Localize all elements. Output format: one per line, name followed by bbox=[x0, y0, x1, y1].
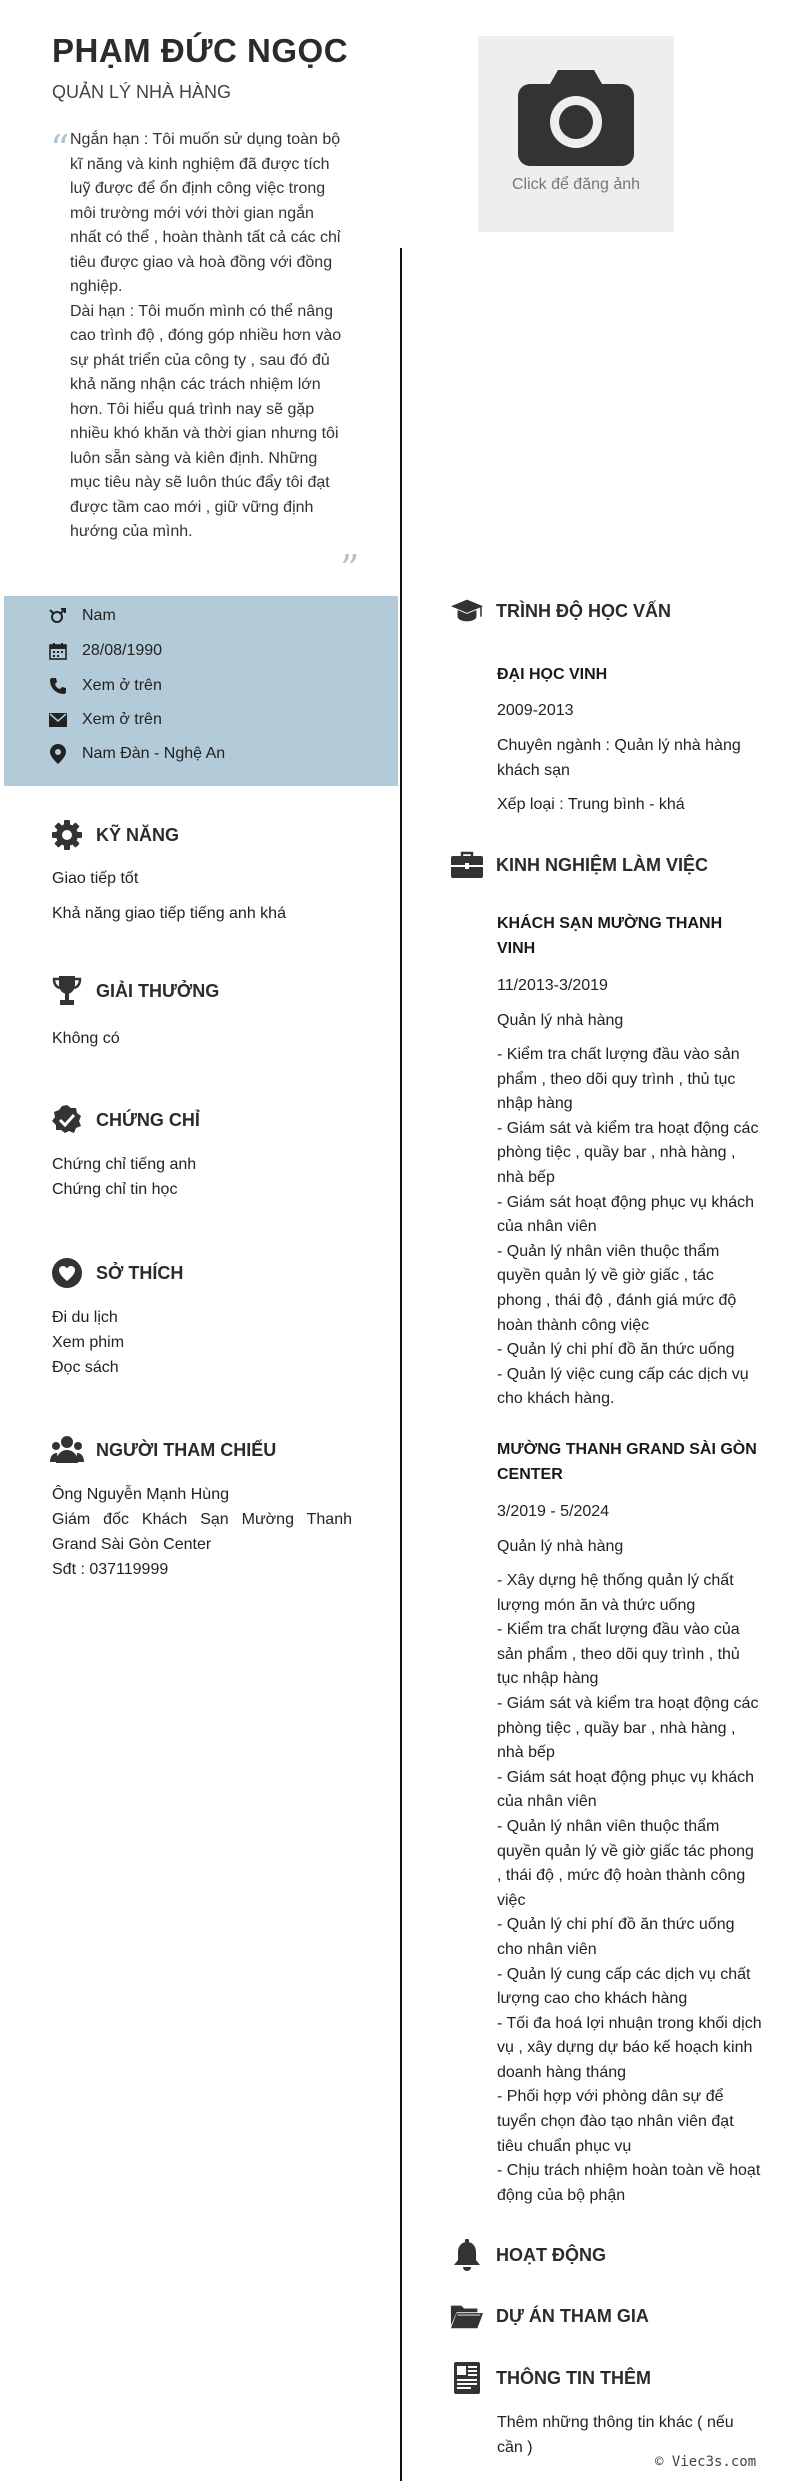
photo-caption: Click để đăng ảnh bbox=[511, 176, 641, 193]
badge-check-icon bbox=[50, 1103, 84, 1137]
education-period: 2009-2013 bbox=[497, 702, 574, 719]
reference-phone: Sđt : 037119999 bbox=[52, 1561, 169, 1578]
gender-icon bbox=[48, 606, 68, 626]
graduation-cap-icon bbox=[450, 594, 484, 628]
contact-panel bbox=[4, 596, 398, 786]
education-school: ĐẠI HỌC VINH bbox=[497, 666, 608, 683]
trophy-icon bbox=[50, 974, 84, 1008]
calendar-icon bbox=[48, 641, 68, 661]
job-company: MƯỜNG THANH GRAND SÀI GÒN CENTER bbox=[497, 1441, 757, 1483]
duty-item: - Xây dựng hệ thống quản lý chất lượng món ăn và thức uống bbox=[497, 1572, 734, 1614]
quote-open-icon: “ bbox=[50, 127, 70, 171]
section-activities: HOẠT ĐỘNG bbox=[450, 2238, 606, 2272]
job-duties bbox=[497, 1569, 762, 2208]
candidate-name: PHẠM ĐỨC NGỌC bbox=[52, 32, 349, 69]
career-objective bbox=[70, 128, 345, 545]
duty-item: - Quản lý chi phí đồ ăn thức uống cho nhân viên bbox=[497, 1916, 735, 1958]
contact-birthday: 28/08/1990 bbox=[48, 639, 162, 663]
quote-close-icon: ” bbox=[340, 547, 360, 591]
section-certificates: CHỨNG CHỈ bbox=[50, 1103, 200, 1137]
duty-item: - Quản lý việc cung cấp các dịch vụ cho khách hàng. bbox=[497, 1365, 749, 1408]
job-period: 11/2013-3/2019 bbox=[497, 977, 608, 994]
section-projects: DỰ ÁN THAM GIA bbox=[450, 2299, 649, 2333]
duty-item: - Giám sát và kiểm tra hoạt động các phòng tiệc , quầy bar , nhà hàng , nhà bếp bbox=[497, 1694, 759, 1762]
contact-gender: Nam bbox=[48, 604, 116, 628]
duty-item: - Quản lý chi phí đồ ăn thức uống bbox=[497, 1341, 735, 1359]
column-divider bbox=[400, 248, 402, 2481]
hobby-item: Đi du lịch bbox=[52, 1309, 118, 1326]
contact-address: Nam Đàn - Nghệ An bbox=[48, 742, 225, 766]
reference-name: Ông Nguyễn Mạnh Hùng bbox=[52, 1486, 229, 1503]
duty-item: - Quản lý nhân viên thuộc thẩm quyền quản lý về giờ giấc tác phong , thái độ , mức độ hoàn thành công việc bbox=[497, 1817, 754, 1909]
duty-item: - Tối đa hoá lợi nhuận trong khối dịch vụ , xây dựng dự báo kế hoạch kinh doanh hàng tháng bbox=[497, 2014, 762, 2081]
hobby-item: Đọc sách bbox=[52, 1359, 119, 1376]
watermark: © Viec3s.com bbox=[655, 2454, 757, 2470]
certificate-item: Chứng chỉ tiếng anh bbox=[52, 1156, 197, 1173]
job-period: 3/2019 - 5/2024 bbox=[497, 1503, 610, 1520]
duty-item: - Chịu trách nhiệm hoàn toàn về hoạt động của bộ phận bbox=[497, 2162, 761, 2204]
envelope-icon bbox=[48, 710, 68, 730]
heart-icon bbox=[50, 1256, 84, 1290]
certificate-item: Chứng chỉ tin học bbox=[52, 1181, 178, 1198]
section-additional-info: THÔNG TIN THÊM bbox=[450, 2361, 651, 2395]
contact-phone: Xem ở trên bbox=[48, 674, 162, 698]
section-references: NGƯỜI THAM CHIẾU bbox=[50, 1433, 276, 1467]
map-pin-icon bbox=[48, 744, 68, 764]
objective-short-term: Ngắn hạn : Tôi muốn sử dụng toàn bộ kĩ năng và kinh nghiệm đã được tích luỹ được để ổn định công việc trong môi trường mới với thời gian ngắn nhất có thể , hoàn thành tất cả các chỉ tiêu được giao và hoà đồng với đồng nghiệp. bbox=[70, 131, 341, 295]
section-awards: GIẢI THƯỞNG bbox=[50, 974, 219, 1008]
section-skills: KỸ NĂNG bbox=[50, 818, 179, 852]
contact-email: Xem ở trên bbox=[48, 708, 162, 732]
education-major: Chuyên ngành : Quản lý nhà hàng khách sạn bbox=[497, 737, 741, 779]
additional-info-text: Thêm những thông tin khác ( nếu cần ) bbox=[497, 2414, 734, 2456]
candidate-job-title: QUẢN LÝ NHÀ HÀNG bbox=[52, 82, 232, 102]
duty-item: - Quản lý cung cấp các dịch vụ chất lượng cao cho khách hàng bbox=[497, 1965, 751, 2008]
photo-upload[interactable] bbox=[478, 36, 674, 232]
job-position: Quản lý nhà hàng bbox=[497, 1538, 624, 1555]
duty-item: - Phối hợp với phòng dân sự để tuyển chọn đào tạo nhân viên đạt tiêu chuẩn phục vụ bbox=[497, 2088, 734, 2155]
duty-item: - Giám sát và kiểm tra hoạt động các phòng tiệc , quầy bar , nhà hàng , nhà bếp bbox=[497, 1119, 759, 1186]
skill-item: Khả năng giao tiếp tiếng anh khá bbox=[52, 905, 286, 922]
camera-icon bbox=[518, 64, 634, 168]
section-education: TRÌNH ĐỘ HỌC VẤN bbox=[450, 594, 671, 628]
job-company: KHÁCH SẠN MƯỜNG THANH VINH bbox=[497, 915, 723, 957]
duty-item: - Giám sát hoạt động phục vụ khách của nhân viên bbox=[497, 1768, 755, 1811]
award-item: Không có bbox=[52, 1030, 120, 1047]
duty-item: - Quản lý nhân viên thuộc thẩm quyền quản lý về giờ giấc , tác phong , thái độ , đánh giá mức độ hoàn thành công việc bbox=[497, 1242, 737, 1334]
reference-details bbox=[52, 1482, 352, 1582]
phone-icon bbox=[48, 676, 68, 696]
gear-icon bbox=[50, 818, 84, 852]
job-position: Quản lý nhà hàng bbox=[497, 1012, 624, 1029]
folder-open-icon bbox=[450, 2299, 484, 2333]
briefcase-icon bbox=[450, 848, 484, 882]
duty-item: - Kiểm tra chất lượng đầu vào sản phẩm , theo dõi quy trình , thủ tục nhập hàng bbox=[497, 1046, 740, 1113]
section-hobbies: SỞ THÍCH bbox=[50, 1256, 183, 1290]
reference-position-cont: Grand Sài Gòn Center bbox=[52, 1536, 212, 1553]
duty-item: - Giám sát hoạt động phục vụ khách của nhân viên bbox=[497, 1193, 755, 1236]
job-duties bbox=[497, 1043, 762, 1412]
duty-item: - Kiểm tra chất lượng đầu vào của sản phẩm , theo dõi quy trình , thủ tục nhập hàng bbox=[497, 1621, 740, 1688]
education-grade: Xếp loại : Trung bình - khá bbox=[497, 796, 685, 813]
section-experience: KINH NGHIỆM LÀM VIỆC bbox=[450, 848, 708, 882]
skill-item: Giao tiếp tốt bbox=[52, 870, 139, 887]
document-info-icon bbox=[450, 2361, 484, 2395]
users-icon bbox=[50, 1433, 84, 1467]
objective-long-term: Dài hạn : Tôi muốn mình có thể nâng cao trình độ , đóng góp nhiều hơn vào sự phát triển của công ty , sau đó đủ khả năng nhận các trách nhiệm lớn hơn. Tôi hiểu quá trình nay sẽ gặp nhiều khó khăn và thời gian nhưng tôi luôn sẵn sàng và kiên định. Những mục tiêu này sẽ luôn thúc đẩy tôi đạt được tầm cao mới , giữ vững định hướng của mình. bbox=[70, 302, 342, 540]
reference-position: Giám đốc Khách Sạn Mường Thanh bbox=[52, 1511, 352, 1528]
hobby-item: Xem phim bbox=[52, 1334, 125, 1351]
bell-icon bbox=[450, 2238, 484, 2272]
